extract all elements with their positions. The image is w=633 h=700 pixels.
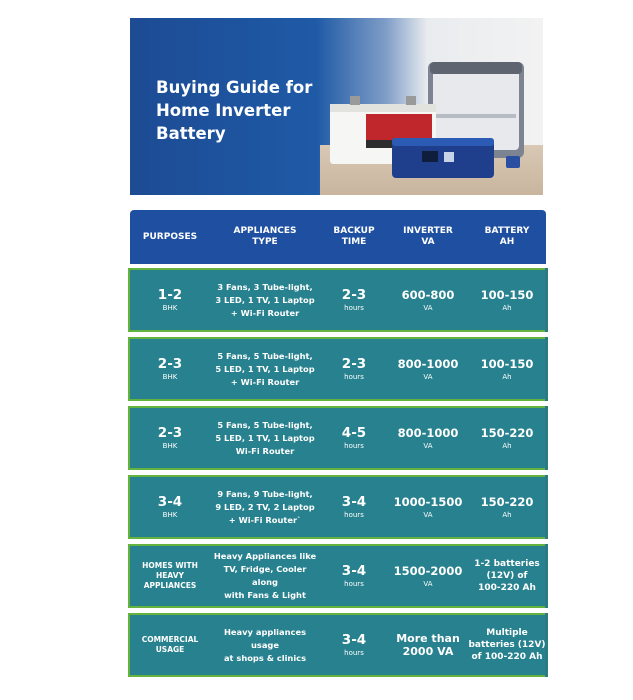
purpose-cell bbox=[130, 406, 210, 470]
battery-label-shape bbox=[366, 114, 432, 140]
appliances-cell bbox=[210, 268, 320, 332]
table-row bbox=[128, 544, 548, 608]
appliances-value: Heavy appliances usage at shops & clinics bbox=[223, 626, 307, 663]
backup-value: 3-4 bbox=[341, 631, 367, 648]
battery-value: 100-150 bbox=[480, 356, 534, 371]
inverter-cell bbox=[388, 544, 468, 608]
battery-unit: Ah bbox=[502, 510, 512, 519]
table-header bbox=[130, 210, 546, 264]
backup-cell bbox=[320, 475, 388, 539]
inverter-cell bbox=[388, 613, 468, 677]
backup-cell bbox=[320, 406, 388, 470]
purpose-unit: BHK bbox=[162, 303, 178, 312]
purpose-value: COMMERCIAL USAGE bbox=[141, 635, 199, 654]
backup-value: 2-3 bbox=[341, 286, 367, 303]
appliances-cell bbox=[210, 613, 320, 677]
battery-value: 150-220 bbox=[480, 494, 534, 509]
battery-value: 1-2 batteries (12V) of 100-220 Ah bbox=[474, 559, 540, 593]
backup-cell bbox=[320, 613, 388, 677]
battery-cell bbox=[468, 268, 546, 332]
backup-value: 4-5 bbox=[341, 424, 367, 441]
battery-value: 150-220 bbox=[480, 425, 534, 440]
table-row bbox=[128, 268, 548, 332]
banner-title: Buying Guide for Home Inverter Battery bbox=[156, 78, 313, 143]
inverter-cell bbox=[388, 475, 468, 539]
backup-unit: hours bbox=[344, 303, 364, 312]
purpose-cell bbox=[130, 268, 210, 332]
battery-unit: Ah bbox=[502, 303, 512, 312]
inverter-cell bbox=[388, 406, 468, 470]
appliances-value: 5 Fans, 5 Tube-light, 5 LED, 1 TV, 1 Laptop + Wi-Fi Router bbox=[215, 350, 315, 387]
banner bbox=[130, 18, 543, 195]
header-purposes: PURPOSES bbox=[142, 231, 198, 242]
battery-unit: Ah bbox=[502, 441, 512, 450]
battery-value: Multiple batteries (12V) of 100-220 Ah bbox=[468, 628, 546, 662]
battery-cell bbox=[468, 475, 546, 539]
purpose-unit: BHK bbox=[162, 510, 178, 519]
inverter-unit: VA bbox=[423, 510, 433, 519]
inverter-value: 800-1000 bbox=[397, 356, 459, 371]
inverter-unit: VA bbox=[423, 579, 433, 588]
inverter-cell bbox=[388, 268, 468, 332]
backup-unit: hours bbox=[344, 372, 364, 381]
table-row bbox=[128, 475, 548, 539]
inverter-value: 1500-2000 bbox=[393, 563, 463, 578]
header-battery-ah: BATTERY AH bbox=[484, 226, 530, 247]
purpose-value: 1-2 bbox=[157, 286, 183, 303]
backup-unit: hours bbox=[344, 648, 364, 657]
purpose-cell bbox=[130, 475, 210, 539]
purpose-value: 3-4 bbox=[157, 493, 183, 510]
inverter-unit: VA bbox=[423, 303, 433, 312]
purpose-value: HOMES WITH HEAVY APPLIANCES bbox=[142, 561, 198, 590]
inverter-value: 800-1000 bbox=[397, 425, 459, 440]
header-inverter-va: INVERTER VA bbox=[403, 226, 453, 247]
purpose-cell bbox=[130, 337, 210, 401]
backup-unit: hours bbox=[344, 441, 364, 450]
backup-unit: hours bbox=[344, 579, 364, 588]
header-backup-time: BACKUP TIME bbox=[333, 226, 375, 247]
table-row bbox=[128, 337, 548, 401]
backup-unit: hours bbox=[344, 510, 364, 519]
appliances-value: 3 Fans, 3 Tube-light, 3 LED, 1 TV, 1 Laptop + Wi-Fi Router bbox=[215, 281, 315, 318]
battery-cell bbox=[468, 406, 546, 470]
inverter-unit: VA bbox=[423, 372, 433, 381]
inverter-unit: VA bbox=[423, 441, 433, 450]
purpose-cell bbox=[130, 613, 210, 677]
purpose-unit: BHK bbox=[162, 441, 178, 450]
battery-cell bbox=[468, 544, 546, 608]
table-row bbox=[128, 613, 548, 677]
table-row bbox=[128, 406, 548, 470]
purpose-cell bbox=[130, 544, 210, 608]
inverter-value: 1000-1500 bbox=[393, 494, 463, 509]
battery-cell bbox=[468, 613, 546, 677]
inverter-cell bbox=[388, 337, 468, 401]
appliances-cell bbox=[210, 475, 320, 539]
appliances-value: Heavy Appliances like TV, Fridge, Cooler along with Fans & Light bbox=[213, 551, 317, 600]
appliances-value: 5 Fans, 5 Tube-light, 5 LED, 1 TV, 1 Laptop Wi-Fi Router bbox=[215, 419, 315, 456]
inverter-value: More than 2000 VA bbox=[396, 632, 460, 658]
purpose-value: 2-3 bbox=[157, 424, 183, 441]
appliances-value: 9 Fans, 9 Tube-light, 9 LED, 2 TV, 2 Laptop + Wi-Fi Router` bbox=[215, 488, 315, 525]
backup-value: 3-4 bbox=[341, 562, 367, 579]
appliances-cell bbox=[210, 337, 320, 401]
appliances-cell bbox=[210, 406, 320, 470]
battery-value: 100-150 bbox=[480, 287, 534, 302]
inverter-value: 600-800 bbox=[401, 287, 455, 302]
purpose-unit: BHK bbox=[162, 372, 178, 381]
backup-value: 3-4 bbox=[341, 493, 367, 510]
backup-value: 2-3 bbox=[341, 355, 367, 372]
backup-cell bbox=[320, 544, 388, 608]
header-appliances-type: APPLIANCES TYPE bbox=[233, 226, 297, 247]
backup-cell bbox=[320, 337, 388, 401]
battery-cell bbox=[468, 337, 546, 401]
purpose-value: 2-3 bbox=[157, 355, 183, 372]
battery-unit: Ah bbox=[502, 372, 512, 381]
appliances-cell bbox=[210, 544, 320, 608]
backup-cell bbox=[320, 268, 388, 332]
